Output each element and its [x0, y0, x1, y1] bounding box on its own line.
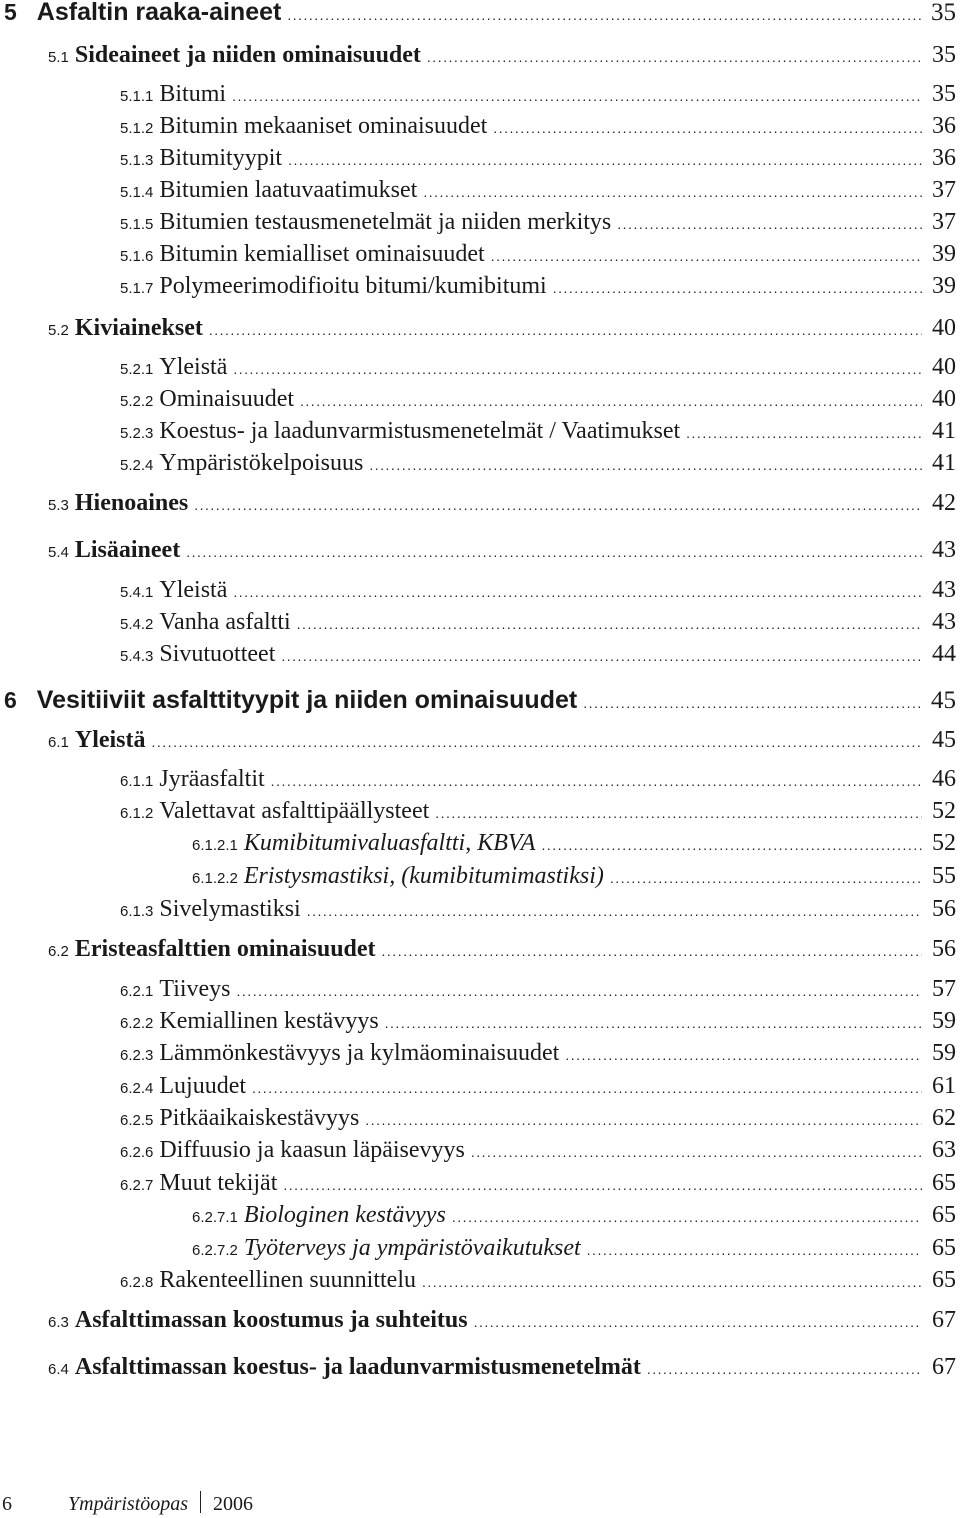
- entry-title: Valettavat asfalttipäällysteet: [159, 798, 430, 824]
- entry-page: 40: [932, 354, 956, 380]
- entry-title: Sivutuotteet: [159, 641, 276, 667]
- entry-number: 5.3: [48, 497, 69, 514]
- toc-entry[interactable]: [0, 538, 960, 562]
- toc-entry[interactable]: [0, 1009, 960, 1033]
- entry-page: 52: [932, 830, 956, 856]
- entry-title: Lujuudet: [159, 1073, 247, 1099]
- dot-leader: [452, 1210, 922, 1224]
- entry-number: 5.1.4: [120, 184, 154, 201]
- entry-page: 45: [931, 687, 956, 714]
- entry-page: 59: [932, 1040, 956, 1066]
- toc-entry[interactable]: [0, 610, 960, 634]
- entry-page: 65: [932, 1170, 956, 1196]
- dot-leader: [281, 649, 922, 663]
- entry-title: Asfaltin raaka-aineet: [36, 0, 282, 26]
- entry-title: Pitkäaikaiskestävyys: [159, 1105, 360, 1131]
- entry-number: 5.2.3: [120, 425, 154, 442]
- toc-entry[interactable]: [0, 1074, 960, 1098]
- entry-title: Eristeasfalttien ominaisuudet: [74, 936, 376, 962]
- toc-entry[interactable]: [0, 1236, 960, 1260]
- entry-title: Kumibitumivaluasfaltti, KBVA: [243, 830, 536, 856]
- entry-title: Kiviainekset: [74, 315, 203, 341]
- dot-leader: [369, 458, 922, 472]
- dot-leader: [233, 585, 922, 599]
- entry-number: 6.1: [48, 734, 69, 751]
- entry-title: Lämmönkestävyys ja kylmäominaisuudet: [159, 1040, 560, 1066]
- toc-entry[interactable]: [0, 242, 960, 266]
- dot-leader: [610, 871, 922, 885]
- entry-title: Asfalttimassan koostumus ja suhteitus: [74, 1307, 468, 1333]
- entry-page: 65: [932, 1235, 956, 1261]
- toc-entry[interactable]: [0, 387, 960, 411]
- dot-leader: [297, 617, 922, 631]
- entry-title: Bitumien laatuvaatimukset: [159, 177, 418, 203]
- entry-page: 35: [932, 42, 956, 68]
- entry-number: 6.2.1: [120, 983, 154, 1000]
- dot-leader: [283, 1178, 922, 1192]
- dot-leader: [300, 394, 922, 408]
- entry-number: 6.2.2: [120, 1015, 154, 1032]
- dot-leader: [493, 121, 922, 135]
- toc-entry[interactable]: [0, 146, 960, 170]
- entry-number: 6.2.7.2: [192, 1242, 238, 1259]
- entry-title: Lisäaineet: [74, 537, 181, 563]
- entry-number: 6: [4, 687, 17, 713]
- dot-leader: [422, 1275, 922, 1289]
- entry-number: 5.4: [48, 544, 69, 561]
- entry-title: Sideaineet ja niiden ominaisuudet: [74, 42, 421, 68]
- entry-title: Diffuusio ja kaasun läpäisevyys: [159, 1137, 465, 1163]
- entry-number: 6.4: [48, 1361, 69, 1378]
- toc-entry[interactable]: [0, 178, 960, 202]
- toc-entry[interactable]: [0, 897, 960, 921]
- entry-number: 6.1.1: [120, 773, 154, 790]
- dot-leader: [587, 1243, 922, 1257]
- footer-page-number: 6: [2, 1493, 12, 1515]
- entry-page: 40: [932, 315, 956, 341]
- toc-entry[interactable]: [0, 355, 960, 379]
- entry-page: 43: [932, 537, 956, 563]
- entry-number: 5.4.3: [120, 648, 154, 665]
- dot-leader: [232, 89, 922, 103]
- toc-entry[interactable]: [0, 1041, 960, 1065]
- toc-entry[interactable]: [0, 1106, 960, 1130]
- toc-entry[interactable]: [0, 688, 960, 713]
- dot-leader: [307, 904, 922, 918]
- toc-entry[interactable]: [0, 1171, 960, 1195]
- toc-entry[interactable]: [0, 799, 960, 823]
- entry-page: 62: [932, 1105, 956, 1131]
- entry-title: Hienoaines: [74, 490, 189, 516]
- dot-leader: [435, 806, 922, 820]
- toc-entry[interactable]: [0, 1355, 960, 1379]
- entry-page: 61: [932, 1073, 956, 1099]
- entry-number: 5.2.2: [120, 393, 154, 410]
- entry-page: 35: [932, 81, 956, 107]
- entry-page: 63: [932, 1137, 956, 1163]
- entry-title: Muut tekijät: [159, 1170, 278, 1196]
- entry-title: Bitumin mekaaniset ominaisuudet: [159, 113, 488, 139]
- entry-number: 6.2: [48, 943, 69, 960]
- entry-number: 5.1.7: [120, 280, 154, 297]
- entry-number: 6.1.2.2: [192, 870, 238, 887]
- entry-number: 5.2: [48, 322, 69, 339]
- entry-page: 36: [932, 113, 956, 139]
- entry-title: Bitumityypit: [159, 145, 283, 171]
- toc-entry[interactable]: [0, 274, 960, 298]
- entry-number: 6.2.7: [120, 1177, 154, 1194]
- dot-leader: [541, 838, 922, 852]
- entry-title: Koestus- ja laadunvarmistusmenetelmät / Vaatimukset: [159, 418, 681, 444]
- entry-number: 5: [4, 0, 17, 25]
- entry-title: Jyräasfaltit: [159, 766, 265, 792]
- dot-leader: [271, 774, 922, 788]
- entry-number: 6.1.3: [120, 903, 154, 920]
- dot-leader: [186, 545, 922, 559]
- entry-page: 41: [932, 450, 956, 476]
- toc-entry[interactable]: [0, 1308, 960, 1332]
- entry-number: 5.1.6: [120, 248, 154, 265]
- dot-leader: [288, 153, 922, 167]
- toc-entry[interactable]: [0, 642, 960, 666]
- entry-page: 67: [932, 1307, 956, 1333]
- entry-page: 44: [932, 641, 956, 667]
- entry-number: 5.4.2: [120, 616, 154, 633]
- entry-page: 52: [932, 798, 956, 824]
- toc-entry[interactable]: [0, 977, 960, 1001]
- entry-title: Ympäristökelpoisuus: [159, 450, 364, 476]
- entry-page: 40: [932, 386, 956, 412]
- dot-leader: [474, 1315, 922, 1329]
- entry-number: 6.2.5: [120, 1112, 154, 1129]
- dot-leader: [209, 323, 922, 337]
- toc-entry[interactable]: [0, 767, 960, 791]
- entry-number: 5.4.1: [120, 584, 154, 601]
- dot-leader: [365, 1113, 922, 1127]
- dot-leader: [686, 426, 922, 440]
- entry-number: 6.2.7.1: [192, 1209, 238, 1226]
- entry-page: 56: [932, 896, 956, 922]
- toc-entry[interactable]: [0, 578, 960, 602]
- entry-title: Yleistä: [74, 727, 146, 753]
- entry-page: 57: [932, 976, 956, 1002]
- toc-entry[interactable]: [0, 728, 960, 752]
- entry-title: Asfalttimassan koestus- ja laadunvarmistusmenetelmät: [74, 1354, 641, 1380]
- entry-number: 6.2.6: [120, 1144, 154, 1161]
- dot-leader: [491, 249, 922, 263]
- entry-page: 65: [932, 1202, 956, 1228]
- entry-page: 37: [932, 177, 956, 203]
- entry-number: 5.2.4: [120, 457, 154, 474]
- entry-title: Rakenteellinen suunnittelu: [159, 1267, 416, 1293]
- entry-title: Biologinen kestävyys: [243, 1202, 446, 1228]
- entry-number: 6.2.3: [120, 1047, 154, 1064]
- dot-leader: [553, 281, 922, 295]
- toc-entry[interactable]: [0, 114, 960, 138]
- entry-title: Eristysmastiksi, (kumibitumimastiksi): [243, 863, 604, 889]
- entry-page: 39: [932, 241, 956, 267]
- toc-entry[interactable]: [0, 0, 960, 25]
- entry-page: 42: [932, 490, 956, 516]
- dot-leader: [385, 1016, 922, 1030]
- entry-page: 39: [932, 273, 956, 299]
- entry-title: Polymeerimodifioitu bitumi/kumibitumi: [159, 273, 547, 299]
- toc-entry[interactable]: [0, 937, 960, 961]
- entry-number: 5.1.5: [120, 216, 154, 233]
- dot-leader: [647, 1362, 922, 1376]
- entry-page: 43: [932, 609, 956, 635]
- entry-number: 5.1.3: [120, 152, 154, 169]
- entry-title: Ominaisuudet: [159, 386, 295, 412]
- dot-leader: [423, 185, 922, 199]
- entry-title: Tiiveys: [159, 976, 231, 1002]
- entry-title: Työterveys ja ympäristövaikutukset: [243, 1235, 581, 1261]
- entry-page: 55: [932, 863, 956, 889]
- toc-entry[interactable]: [0, 1138, 960, 1162]
- toc-entry[interactable]: [0, 1203, 960, 1227]
- entry-title: Sivelymastiksi: [159, 896, 301, 922]
- dot-leader: [233, 362, 922, 376]
- dot-leader: [382, 944, 922, 958]
- dot-leader: [565, 1048, 922, 1062]
- toc-entry[interactable]: [0, 316, 960, 340]
- entry-page: 65: [932, 1267, 956, 1293]
- entry-number: 5.1.1: [120, 88, 154, 105]
- entry-title: Bitumin kemialliset ominaisuudet: [159, 241, 485, 267]
- entry-page: 45: [932, 727, 956, 753]
- entry-page: 43: [932, 577, 956, 603]
- entry-title: Yleistä: [159, 354, 228, 380]
- entry-page: 37: [932, 209, 956, 235]
- dot-leader: [583, 696, 922, 710]
- entry-title: Kemiallinen kestävyys: [159, 1008, 379, 1034]
- dot-leader: [194, 498, 922, 512]
- toc-entry[interactable]: [0, 491, 960, 515]
- entry-number: 6.2.8: [120, 1274, 154, 1291]
- entry-title: Vesitiiviit asfalttityypit ja niiden ominaisuudet: [36, 686, 578, 714]
- footer-separator: [200, 1491, 201, 1513]
- entry-number: 5.1: [48, 49, 69, 66]
- toc-entry[interactable]: [0, 419, 960, 443]
- entry-page: 35: [931, 0, 956, 26]
- entry-page: 59: [932, 1008, 956, 1034]
- entry-number: 6.1.2.1: [192, 837, 238, 854]
- entry-number: 5.1.2: [120, 120, 154, 137]
- entry-title: Bitumi: [159, 81, 227, 107]
- dot-leader: [287, 8, 922, 22]
- toc-entry[interactable]: [0, 1268, 960, 1292]
- toc-entry[interactable]: [0, 831, 960, 855]
- footer-publication: Ympäristöopas: [68, 1493, 189, 1515]
- page-footer: [0, 1488, 960, 1518]
- entry-page: 41: [932, 418, 956, 444]
- toc-entry[interactable]: [0, 864, 960, 888]
- dot-leader: [252, 1081, 922, 1095]
- dot-leader: [152, 735, 922, 749]
- toc-entry[interactable]: [0, 451, 960, 475]
- entry-page: 46: [932, 766, 956, 792]
- dot-leader: [427, 50, 922, 64]
- entry-page: 56: [932, 936, 956, 962]
- entry-page: 67: [932, 1354, 956, 1380]
- toc-entry[interactable]: [0, 210, 960, 234]
- dot-leader: [237, 984, 922, 998]
- toc-entry[interactable]: [0, 43, 960, 67]
- entry-title: Bitumien testausmenetelmät ja niiden merkitys: [159, 209, 612, 235]
- toc-entry[interactable]: [0, 82, 960, 106]
- dot-leader: [471, 1145, 922, 1159]
- entry-number: 5.2.1: [120, 361, 154, 378]
- entry-number: 6.1.2: [120, 805, 154, 822]
- dot-leader: [617, 217, 922, 231]
- entry-title: Yleistä: [159, 577, 228, 603]
- entry-page: 36: [932, 145, 956, 171]
- entry-number: 6.2.4: [120, 1080, 154, 1097]
- entry-title: Vanha asfaltti: [159, 609, 291, 635]
- entry-number: 6.3: [48, 1314, 69, 1331]
- footer-year: 2006: [213, 1493, 254, 1515]
